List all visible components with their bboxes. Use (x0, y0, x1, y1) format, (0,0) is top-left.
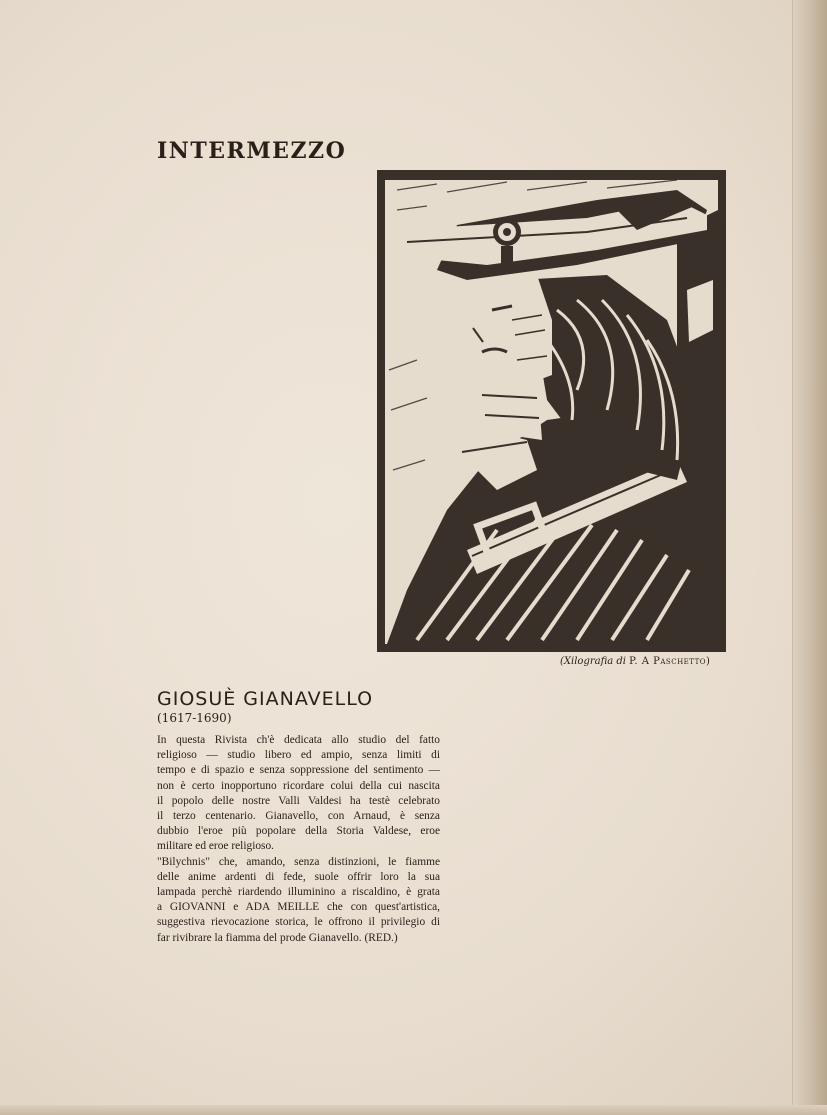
article-heading: GIOSUÈ GIANAVELLO (157, 688, 374, 710)
article-line: delle anime ardenti di fede, suole offrir loro la sua (157, 870, 440, 883)
article-body (157, 733, 440, 946)
article-line: In questa Rivista ch'è dedicata allo studio del fatto (157, 734, 440, 746)
illustration-caption (560, 656, 710, 667)
article-line: "Bilychnis" che, amando, senza distinzioni, le fiamme (157, 855, 440, 868)
article-line: a GIOVANNI e ADA MEILLE che con quest'artistica, (157, 901, 440, 914)
article-line: suggestiva rievocazione storica, le offrono il privilegio di (157, 916, 440, 929)
caption-prefix: (Xilografia di (560, 656, 630, 667)
article-line: tempo e di spazio e senza soppressione del sentimento — (157, 764, 440, 777)
article-line: militare ed eroe religioso. (157, 840, 275, 853)
article-dates: (1617-1690) (157, 711, 232, 725)
woodcut-portrait-icon (377, 170, 726, 652)
page-edge-right (792, 0, 827, 1115)
caption-suffix: ) (706, 656, 710, 667)
article-line: lampada perchè riardendo illuminino a riscaldino, è grata (157, 886, 440, 899)
article-line: religioso — studio libero ed ampio, senza limiti di (157, 749, 440, 762)
article-line: il terzo centenario. Gianavello, con Arnaud, è senza (157, 810, 440, 823)
article-line: far rivibrare la fiamma del prode Gianavello. (RED.) (157, 931, 398, 944)
article-line: dubbio l'eroe più popolare della Storia Valdese, eroe (157, 825, 440, 838)
article-line: non è certo inopportuno ricordare colui della cui nascita (157, 779, 440, 792)
page-title: INTERMEZZO (157, 138, 347, 164)
article-line: il popolo delle nostre Valli Valdesi ha testè celebrato (157, 794, 440, 807)
page-edge-bottom (0, 1105, 827, 1115)
caption-artist: P. A Paschetto (629, 656, 706, 667)
